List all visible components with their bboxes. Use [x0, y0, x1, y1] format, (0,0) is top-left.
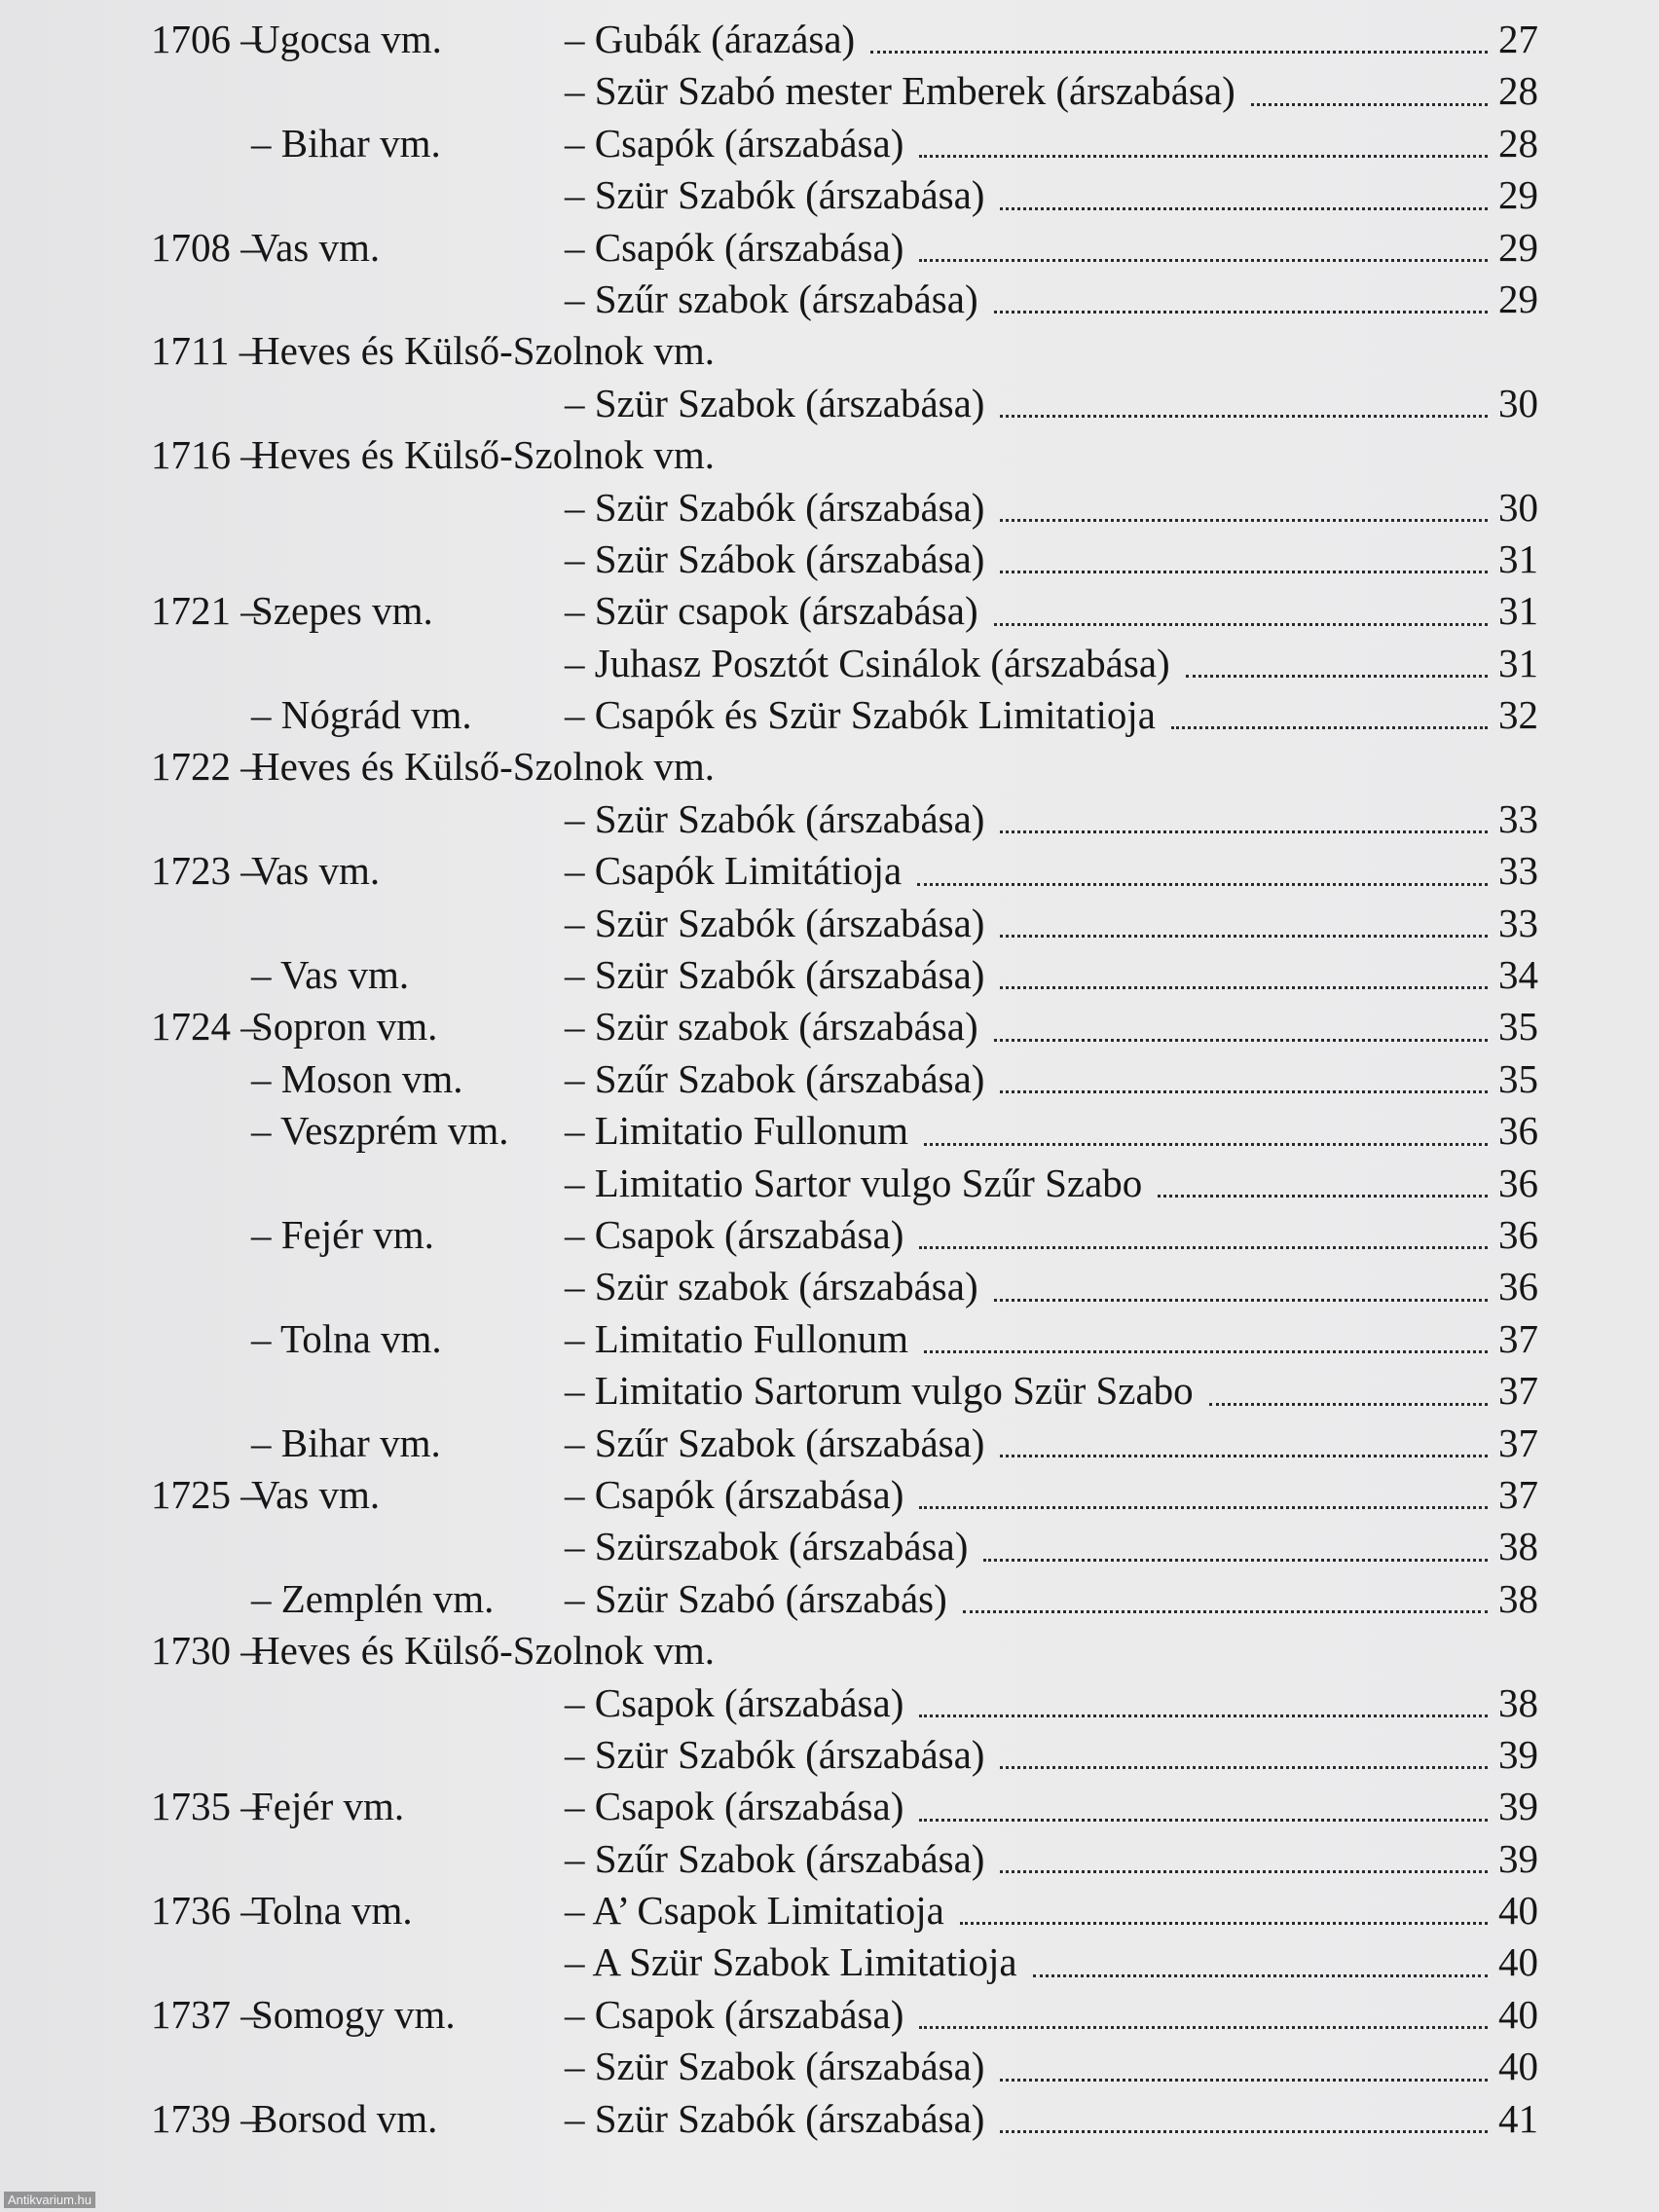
dot-leader: [983, 1559, 1488, 1562]
toc-year: 1708 –: [151, 224, 261, 270]
toc-entry: [565, 1418, 1538, 1469]
dot-leader: [994, 311, 1488, 313]
dot-leader: [1209, 1403, 1488, 1406]
toc-entry: [565, 169, 1538, 221]
dot-leader: [1000, 1766, 1488, 1769]
toc-entry-title: – Szür Szabók (árszabása): [565, 2095, 985, 2141]
toc-entry: [565, 1677, 1538, 1729]
toc-county: Heves és Külső-Szolnok vm.: [251, 328, 716, 374]
toc-entry: [565, 898, 1538, 949]
toc-entry: [565, 378, 1538, 429]
toc-page-number: 35: [1498, 1055, 1538, 1101]
toc-page-number: 33: [1498, 848, 1538, 894]
toc-year: 1716 –: [151, 432, 261, 478]
toc-page-number: 32: [1498, 692, 1538, 738]
toc-row: [0, 1313, 1659, 1365]
toc-page-number: 27: [1498, 17, 1538, 61]
dot-leader: [924, 1350, 1488, 1353]
toc-entry: [565, 65, 1538, 117]
toc-page-number: 30: [1498, 380, 1538, 425]
toc-page-number: 29: [1498, 224, 1538, 270]
dot-leader: [963, 1610, 1488, 1613]
toc-entry-title: – Szür szabok (árszabása): [565, 1264, 978, 1309]
toc-entry: [565, 2093, 1538, 2145]
dot-leader: [919, 259, 1488, 262]
dot-leader: [1000, 935, 1488, 938]
toc-row: [0, 2041, 1659, 2092]
dot-leader: [919, 1714, 1488, 1717]
toc-row: [0, 1885, 1659, 1936]
toc-page-number: 40: [1498, 1939, 1538, 1985]
toc-county: – Bihar vm.: [251, 120, 441, 166]
toc-entry-title: – Csapok (árszabása): [565, 1991, 904, 2037]
toc-row: [0, 14, 1659, 65]
toc-entry: [565, 1001, 1538, 1052]
toc-entry: [565, 689, 1538, 741]
toc-entry: [565, 1313, 1538, 1365]
toc-entry: [565, 1989, 1538, 2041]
toc-year: 1711 –: [151, 328, 260, 374]
toc-entry-title: – Szür Szabok (árszabása): [565, 2044, 985, 2089]
toc-entry: [565, 1573, 1538, 1625]
toc-row: [0, 482, 1659, 534]
toc-page-number: 36: [1498, 1264, 1538, 1309]
toc-page-number: 37: [1498, 1315, 1538, 1361]
dot-leader: [919, 1246, 1488, 1249]
toc-row: [0, 741, 1659, 793]
toc-row: [0, 534, 1659, 585]
toc-county: Sopron vm.: [251, 1004, 438, 1050]
toc-entry-title: – Szür Szabók (árszabása): [565, 484, 985, 530]
toc-row: [0, 898, 1659, 949]
toc-entry: [565, 1833, 1538, 1885]
toc-entry: [565, 638, 1538, 689]
dot-leader: [1000, 1090, 1488, 1093]
toc-county: – Fejér vm.: [251, 1211, 434, 1257]
toc-entry-title: – A Szür Szabok Limitatioja: [565, 1939, 1017, 1985]
toc-entry: [565, 222, 1538, 274]
toc-entry: [565, 274, 1538, 325]
toc-entry-title: – Juhasz Posztót Csinálok (árszabása): [565, 640, 1170, 685]
toc-year: 1721 –: [151, 588, 261, 634]
toc-entry: [565, 793, 1538, 845]
dot-leader: [994, 1039, 1488, 1042]
toc-entry-title: – Limitatio Fullonum: [565, 1108, 909, 1154]
toc-entry: [565, 1469, 1538, 1521]
toc-page-number: 35: [1498, 1004, 1538, 1050]
toc-entry-title: – A’ Csapok Limitatioja: [565, 1888, 944, 1934]
toc-county: Heves és Külső-Szolnok vm.: [251, 1628, 716, 1674]
toc-entry-title: – Csapók (árszabása): [565, 224, 904, 270]
toc-page-number: 30: [1498, 484, 1538, 530]
toc-entry: [565, 534, 1538, 585]
dot-leader: [1000, 207, 1488, 210]
toc-page-number: 38: [1498, 1679, 1538, 1725]
dot-leader: [1000, 2130, 1488, 2133]
toc-row: [0, 1729, 1659, 1781]
toc-row: [0, 1781, 1659, 1832]
dot-leader: [1000, 1870, 1488, 1873]
toc-county: Vas vm.: [251, 224, 381, 270]
toc-row: [0, 1936, 1659, 1988]
toc-row: [0, 1365, 1659, 1417]
toc-row: [0, 793, 1659, 845]
toc-entry: [565, 118, 1538, 169]
toc-page-number: 31: [1498, 535, 1538, 581]
toc-page-number: 29: [1498, 172, 1538, 218]
toc-row: [0, 1677, 1659, 1729]
toc-county: Ugocsa vm.: [251, 17, 442, 61]
toc-page-number: 37: [1498, 1471, 1538, 1517]
toc-entry: [565, 1781, 1538, 1832]
toc-county: – Zemplén vm.: [251, 1575, 495, 1621]
toc-page-number: 33: [1498, 795, 1538, 841]
toc-entry-title: – Csapók Limitátioja: [565, 848, 903, 894]
dot-leader: [919, 1819, 1488, 1822]
toc-row: [0, 429, 1659, 481]
dot-leader: [919, 1506, 1488, 1509]
dot-leader: [1251, 103, 1488, 106]
dot-leader: [870, 51, 1488, 54]
toc-entry-title: – Szűr Szabok (árszabása): [565, 1055, 985, 1101]
toc-entry: [565, 1053, 1538, 1105]
dot-leader: [1000, 519, 1488, 522]
toc-year: 1723 –: [151, 848, 261, 894]
toc-page-number: 29: [1498, 276, 1538, 321]
toc-county: Somogy vm.: [251, 1991, 456, 2037]
toc-entry: [565, 1105, 1538, 1157]
toc-entry-title: – Limitatio Fullonum: [565, 1315, 909, 1361]
toc-entry-title: – Szür Szabok (árszabása): [565, 380, 985, 425]
toc-entry: [565, 1158, 1538, 1209]
toc-page-number: 39: [1498, 1835, 1538, 1881]
toc-row: [0, 274, 1659, 325]
dot-leader: [1186, 675, 1488, 678]
toc-entry-title: – Szür Szabók (árszabása): [565, 795, 985, 841]
dot-leader: [917, 883, 1488, 886]
toc-page-number: 40: [1498, 1888, 1538, 1934]
toc-entry: [565, 1261, 1538, 1312]
toc-entry-title: – Szür csapok (árszabása): [565, 588, 978, 634]
toc-entry-title: – Szür Szabók (árszabása): [565, 1731, 985, 1777]
toc-row: [0, 1209, 1659, 1261]
toc-row: [0, 222, 1659, 274]
toc-entry-title: – Csapok (árszabása): [565, 1679, 904, 1725]
toc-row: [0, 325, 1659, 377]
toc-entry: [565, 1885, 1538, 1936]
toc-page-number: 37: [1498, 1419, 1538, 1465]
toc-entry: [565, 1729, 1538, 1781]
toc-row: [0, 2093, 1659, 2145]
toc-row: [0, 1573, 1659, 1625]
dot-leader: [1000, 571, 1488, 573]
toc-year: 1730 –: [151, 1628, 261, 1674]
toc-county: Borsod vm.: [251, 2095, 438, 2141]
dot-leader: [994, 623, 1488, 626]
toc-county: – Moson vm.: [251, 1055, 463, 1101]
toc-entry-title: – Limitatio Sartorum vulgo Szür Szabo: [565, 1368, 1194, 1414]
toc-page-number: 28: [1498, 120, 1538, 166]
toc-county: Heves és Külső-Szolnok vm.: [251, 432, 716, 478]
toc-entry: [565, 14, 1538, 65]
table-of-contents: [0, 14, 1659, 2145]
toc-entry-title: – Szür Szabó (árszabás): [565, 1575, 947, 1621]
toc-county: – Bihar vm.: [251, 1419, 441, 1465]
toc-page-number: 39: [1498, 1731, 1538, 1777]
toc-entry-title: – Szür Szabók (árszabása): [565, 900, 985, 945]
toc-county: – Veszprém vm.: [251, 1108, 509, 1154]
toc-entry-title: – Limitatio Sartor vulgo Szűr Szabo: [565, 1160, 1143, 1205]
toc-entry: [565, 482, 1538, 534]
toc-row: [0, 1261, 1659, 1312]
toc-entry-title: – Szür Szabók (árszabása): [565, 172, 985, 218]
toc-entry: [565, 949, 1538, 1001]
toc-county: – Tolna vm.: [251, 1315, 442, 1361]
toc-row: [0, 1469, 1659, 1521]
toc-entry: [565, 585, 1538, 637]
toc-page-number: 36: [1498, 1211, 1538, 1257]
dot-leader: [924, 1143, 1488, 1146]
toc-row: [0, 949, 1659, 1001]
toc-row: [0, 1105, 1659, 1157]
toc-page-number: 31: [1498, 588, 1538, 634]
toc-row: [0, 1833, 1659, 1885]
toc-row: [0, 1053, 1659, 1105]
toc-page-number: 37: [1498, 1368, 1538, 1414]
toc-row: [0, 65, 1659, 117]
toc-row: [0, 1989, 1659, 2041]
toc-entry-title: – Szűr Szabok (árszabása): [565, 1835, 985, 1881]
toc-entry-title: – Szűr szabok (árszabása): [565, 276, 978, 321]
toc-row: [0, 118, 1659, 169]
toc-entry: [565, 1521, 1538, 1572]
toc-row: [0, 1158, 1659, 1209]
toc-entry-title: – Csapók (árszabása): [565, 1471, 904, 1517]
toc-county: Vas vm.: [251, 848, 381, 894]
toc-entry-title: – Szür Szábok (árszabása): [565, 535, 985, 581]
dot-leader: [919, 155, 1488, 158]
toc-page-number: 31: [1498, 640, 1538, 685]
toc-year: 1706 –: [151, 17, 261, 61]
toc-row: [0, 1001, 1659, 1052]
toc-entry-title: – Szür Szabó mester Emberek (árszabása): [565, 68, 1235, 114]
toc-county: Heves és Külső-Szolnok vm.: [251, 744, 716, 790]
dot-leader: [1000, 830, 1488, 833]
toc-entry-title: – Csapók (árszabása): [565, 120, 904, 166]
toc-row: [0, 585, 1659, 637]
toc-page-number: 28: [1498, 68, 1538, 114]
watermark: Antikvarium.hu: [4, 2192, 95, 2208]
toc-entry-title: – Csapok (árszabása): [565, 1784, 904, 1829]
toc-row: [0, 169, 1659, 221]
dot-leader: [1000, 2079, 1488, 2082]
toc-county: Szepes vm.: [251, 588, 433, 634]
toc-county: Tolna vm.: [251, 1888, 413, 1934]
dot-leader: [1000, 1455, 1488, 1457]
toc-entry: [565, 2041, 1538, 2092]
toc-row: [0, 1625, 1659, 1677]
toc-page-number: 39: [1498, 1784, 1538, 1829]
toc-entry: [565, 845, 1538, 897]
toc-county: Fejér vm.: [251, 1784, 405, 1829]
toc-county: – Nógrád vm.: [251, 692, 472, 738]
toc-entry-title: – Szürszabok (árszabása): [565, 1524, 969, 1569]
dot-leader: [994, 1299, 1488, 1302]
toc-year: 1735 –: [151, 1784, 261, 1829]
toc-entry-title: – Szür szabok (árszabása): [565, 1004, 978, 1050]
toc-year: 1724 –: [151, 1004, 261, 1050]
toc-page-number: 33: [1498, 900, 1538, 945]
toc-county: Vas vm.: [251, 1471, 381, 1517]
dot-leader: [1171, 726, 1488, 729]
toc-page-number: 40: [1498, 1991, 1538, 2037]
dot-leader: [960, 1922, 1488, 1925]
toc-entry-title: – Csapók és Szür Szabók Limitatioja: [565, 692, 1156, 738]
toc-county: – Vas vm.: [251, 952, 410, 998]
toc-page-number: 38: [1498, 1575, 1538, 1621]
dot-leader: [1000, 986, 1488, 989]
toc-page-number: 34: [1498, 952, 1538, 998]
toc-row: [0, 689, 1659, 741]
toc-year: 1725 –: [151, 1471, 261, 1517]
toc-year: 1739 –: [151, 2095, 261, 2141]
toc-row: [0, 378, 1659, 429]
toc-year: 1737 –: [151, 1991, 261, 2037]
dot-leader: [919, 2026, 1488, 2029]
toc-page-number: 36: [1498, 1108, 1538, 1154]
toc-entry-title: – Szür Szabók (árszabása): [565, 952, 985, 998]
toc-row: [0, 638, 1659, 689]
toc-page-number: 36: [1498, 1160, 1538, 1205]
toc-entry: [565, 1365, 1538, 1417]
toc-row: [0, 1521, 1659, 1572]
toc-year: 1722 –: [151, 744, 261, 790]
toc-row: [0, 1418, 1659, 1469]
toc-entry-title: – Gubák (árazása): [565, 17, 856, 61]
toc-page-number: 40: [1498, 2044, 1538, 2089]
toc-entry-title: – Szűr Szabok (árszabása): [565, 1419, 985, 1465]
dot-leader: [1033, 1974, 1488, 1977]
toc-entry-title: – Csapok (árszabása): [565, 1211, 904, 1257]
toc-entry: [565, 1936, 1538, 1988]
dot-leader: [1158, 1195, 1488, 1198]
toc-page-number: 38: [1498, 1524, 1538, 1569]
toc-year: 1736 –: [151, 1888, 261, 1934]
dot-leader: [1000, 415, 1488, 418]
toc-entry: [565, 1209, 1538, 1261]
toc-row: [0, 845, 1659, 897]
toc-page-number: 41: [1498, 2095, 1538, 2141]
